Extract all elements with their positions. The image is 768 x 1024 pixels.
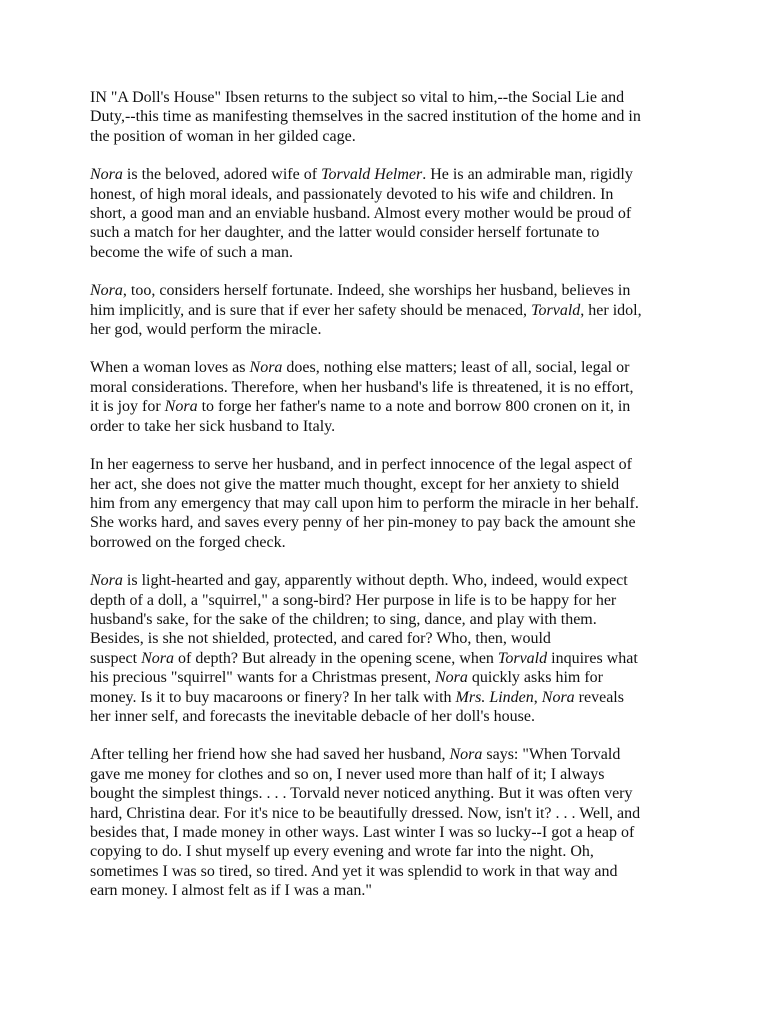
italic-name: Nora (141, 649, 175, 667)
text-line (90, 513, 690, 532)
text-line (90, 688, 690, 707)
text-run: borrowed on the forged check. (90, 533, 286, 551)
text-line (90, 862, 690, 881)
paragraph-3 (90, 281, 690, 339)
text-run: his precious "squirrel" wants for a Christmas present, (90, 669, 435, 687)
text-run: When a woman loves as (90, 359, 250, 377)
text-run: copying to do. I shut myself up every evening and wrote far into the night. Oh, (90, 843, 594, 861)
text-line (90, 649, 690, 668)
text-run: , (533, 688, 542, 706)
text-line (90, 668, 690, 687)
text-run: the position of woman in her gilded cage. (90, 127, 356, 145)
text-line (90, 88, 690, 107)
text-line (90, 707, 690, 726)
text-run: bought the simplest things. . . . Torvald never noticed anything. But it was often very (90, 785, 633, 803)
text-run: become the wife of such a man. (90, 243, 294, 261)
text-run: says: "When Torvald (482, 746, 621, 764)
text-line (90, 281, 690, 300)
paragraph-4 (90, 358, 690, 436)
text-run: money. Is it to buy macaroons or finery? In her talk with (90, 688, 456, 706)
italic-name: Nora (249, 359, 283, 377)
text-run: short, a good man and an enviable husband. Almost every mother would be proud of (90, 205, 632, 223)
text-line (90, 107, 690, 126)
text-run: husband's sake, for the sake of the children; to sing, dance, and play with them. (90, 610, 597, 628)
paragraph-5 (90, 455, 690, 552)
text-line (90, 784, 690, 803)
text-line (90, 185, 690, 204)
text-line (90, 358, 690, 377)
paragraph-6 (90, 571, 690, 726)
italic-name: Torvald Helmer (321, 166, 423, 184)
italic-name: Nora (449, 746, 483, 764)
text-line (90, 804, 690, 823)
text-line (90, 320, 690, 339)
italic-name: Nora (435, 669, 468, 687)
text-run: . He is an admirable man, rigidly (422, 166, 633, 184)
text-run: order to take her sick husband to Italy. (90, 417, 336, 435)
text-run: Besides, is she not shielded, protected, and cared for? Who, then, would (90, 630, 551, 648)
text-run: besides that, I made money in other ways. Last winter I was so lucky--I got a heap of (90, 824, 635, 841)
text-run: After telling her friend how she had saved her husband, (90, 746, 450, 764)
text-run: depth of a doll, a "squirrel," a song-bird? Her purpose in life is to be happy for her (90, 591, 617, 609)
text-line (90, 243, 690, 262)
text-run: In her eagerness to serve her husband, and in perfect innocence of the legal aspect of (90, 456, 632, 474)
text-line (90, 494, 690, 513)
text-line (90, 533, 690, 552)
text-line (90, 165, 690, 184)
italic-name: Mrs. Linden (455, 688, 534, 706)
text-run: suspect (90, 649, 142, 667)
text-line (90, 455, 690, 474)
text-run: honest, of high moral ideals, and passionately devoted to his wife and children. In (90, 185, 614, 203)
text-run: inquires what (547, 649, 638, 667)
paragraph-2 (90, 165, 690, 262)
text-run: sometimes I was so tired, so tired. And yet it was splendid to work in that way and (90, 862, 618, 880)
text-run: hard, Christina dear. For it's nice to be beautifully dressed. Now, isn't it? . . . Well, and (90, 804, 641, 822)
text-line (90, 823, 690, 842)
text-line (90, 765, 690, 784)
text-line (90, 610, 690, 629)
paragraph-1 (90, 88, 690, 146)
text-line (90, 571, 690, 590)
text-run: reveals (574, 688, 624, 706)
paragraph-7 (90, 745, 690, 900)
text-line (90, 127, 690, 146)
italic-name: Nora (90, 572, 123, 590)
italic-name: Nora (164, 398, 198, 416)
text-run: She works hard, and saves every penny of her pin-money to pay back the amount she (90, 514, 636, 532)
text-line (90, 204, 690, 223)
text-run: it is joy for (90, 398, 165, 416)
text-line (90, 745, 690, 764)
text-run: Duty,--this time as manifesting themselves in the sacred institution of the home and in (90, 108, 641, 126)
text-run: IN "A Doll's House" Ibsen returns to the subject so vital to him,--the Social Lie and (90, 89, 625, 106)
italic-name: Nora (90, 282, 123, 300)
text-line (90, 881, 690, 900)
italic-name: Nora (541, 688, 575, 706)
text-run: , her idol, (580, 301, 642, 319)
text-run: , too, considers herself fortunate. Indeed, she worships her husband, believes in (122, 282, 631, 300)
text-run: her god, would perform the miracle. (90, 321, 322, 339)
text-line (90, 301, 690, 320)
text-run: such a match for her daughter, and the latter would consider herself fortunate to (90, 224, 600, 242)
text-run: of depth? But already in the opening scene, when (174, 649, 498, 667)
italic-name: Torvald (497, 649, 548, 667)
text-run: quickly asks him for (467, 669, 603, 687)
text-run: her inner self, and forecasts the inevitable debacle of her doll's house. (90, 707, 535, 725)
italic-name: Torvald (531, 301, 581, 319)
text-line (90, 223, 690, 242)
text-run: does, nothing else matters; least of all, social, legal or (282, 359, 630, 377)
text-line (90, 397, 690, 416)
text-run: him implicitly, and is sure that if ever her safety should be menaced, (90, 301, 532, 319)
text-line (90, 842, 690, 861)
text-line (90, 475, 690, 494)
text-line (90, 591, 690, 610)
text-line (90, 629, 690, 648)
text-line (90, 378, 690, 397)
text-run: is the beloved, adored wife of (122, 166, 322, 184)
text-run: gave me money for clothes and so on, I never used more than half of it; I always (90, 765, 605, 783)
text-run: him from any emergency that may call upon him to perform the miracle in her behalf. (90, 494, 639, 512)
text-run: her act, she does not give the matter much thought, except for her anxiety to shield (90, 475, 620, 493)
text-run: to forge her father's name to a note and borrow 800 cronen on it, in (197, 398, 631, 416)
italic-name: Nora (90, 166, 123, 184)
text-run: moral considerations. Therefore, when her husband's life is threatened, it is no effort, (90, 378, 634, 396)
text-run: earn money. I almost felt as if I was a man." (90, 882, 372, 900)
text-run: is light-hearted and gay, apparently without depth. Who, indeed, would expect (122, 572, 628, 590)
text-line (90, 417, 690, 436)
document-page (90, 88, 690, 920)
